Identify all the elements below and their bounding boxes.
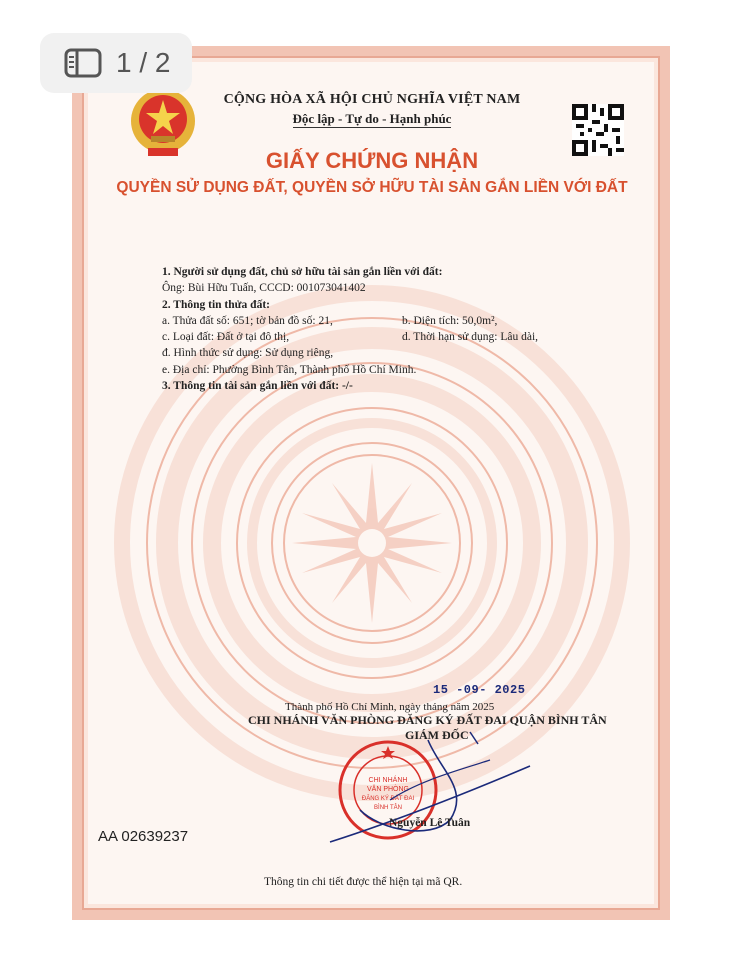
parcel-address: e. Địa chỉ: Phường Bình Tân, Thành phố Hồ Chí Minh. bbox=[162, 363, 417, 376]
page-indicator[interactable] bbox=[40, 33, 192, 93]
sidebar-panel-icon bbox=[64, 48, 102, 78]
parcel-row-2 bbox=[162, 329, 582, 345]
signer-name: Nguyễn Lê Tuân bbox=[389, 817, 471, 829]
svg-text:ĐĂNG KÝ ĐẤT ĐAI: ĐĂNG KÝ ĐẤT ĐAI bbox=[361, 796, 415, 802]
stamped-date: 15 -09- 2025 bbox=[433, 683, 526, 697]
svg-text:CHI NHÁNH: CHI NHÁNH bbox=[368, 777, 408, 784]
owner-line: Ông: Bùi Hữu Tuấn, CCCD: 001073041402 bbox=[162, 282, 366, 295]
qr-note: Thông tin chi tiết được thể hiện tại mã QR. bbox=[264, 876, 463, 888]
section-1-heading: 1. Người sử dụng đất, chủ sở hữu tài sản gắn liền với đất: bbox=[162, 266, 443, 278]
parcel-row-1 bbox=[162, 313, 582, 329]
parcel-area: b. Diện tích: 50,0m², bbox=[402, 314, 498, 327]
signer-role: GIÁM ĐỐC bbox=[405, 728, 469, 742]
parcel-number: a. Thửa đất số: 651; tờ bản đồ số: 21, bbox=[162, 314, 333, 327]
certificate-title: GIẤY CHỨNG NHẬN bbox=[265, 148, 479, 173]
motto-heading bbox=[0, 111, 744, 127]
svg-text:VĂN PHÒNG: VĂN PHÒNG bbox=[366, 786, 410, 793]
certificate-body bbox=[162, 264, 582, 394]
use-form: đ. Hình thức sử dụng: Sử dụng riêng, bbox=[162, 347, 334, 360]
issuing-office: CHI NHÁNH VĂN PHÒNG ĐĂNG KÝ ĐẤT ĐAI QUẬN BÌNH TÂN bbox=[248, 713, 607, 727]
place-date-line: Thành phố Hồ Chí Minh, ngày tháng năm 2025 bbox=[285, 701, 495, 713]
nation-heading: CỘNG HÒA XÃ HỘI CHỦ NGHĨA VIỆT NAM bbox=[223, 92, 521, 107]
handwritten-signature bbox=[320, 730, 540, 850]
motto-text: Độc lập - Tự do - Hạnh phúc bbox=[292, 111, 452, 126]
page-counter: 1 / 2 bbox=[116, 47, 171, 78]
section-3-heading: 3. Thông tin tài sản gắn liền với đất: -/- bbox=[162, 380, 353, 393]
certificate-subtitle: QUYỀN SỬ DỤNG ĐẤT, QUYỀN SỞ HỮU TÀI SẢN GẮN LIỀN VỚI ĐẤT bbox=[116, 179, 628, 196]
land-type: c. Loại đất: Đất ở tại đô thị, bbox=[162, 331, 290, 344]
section-2-heading: 2. Thông tin thửa đất: bbox=[162, 298, 270, 311]
serial-number: AA 02639237 bbox=[98, 828, 189, 845]
use-term: d. Thời hạn sử dụng: Lâu dài, bbox=[402, 331, 539, 344]
svg-text:BÌNH TÂN: BÌNH TÂN bbox=[374, 805, 402, 811]
